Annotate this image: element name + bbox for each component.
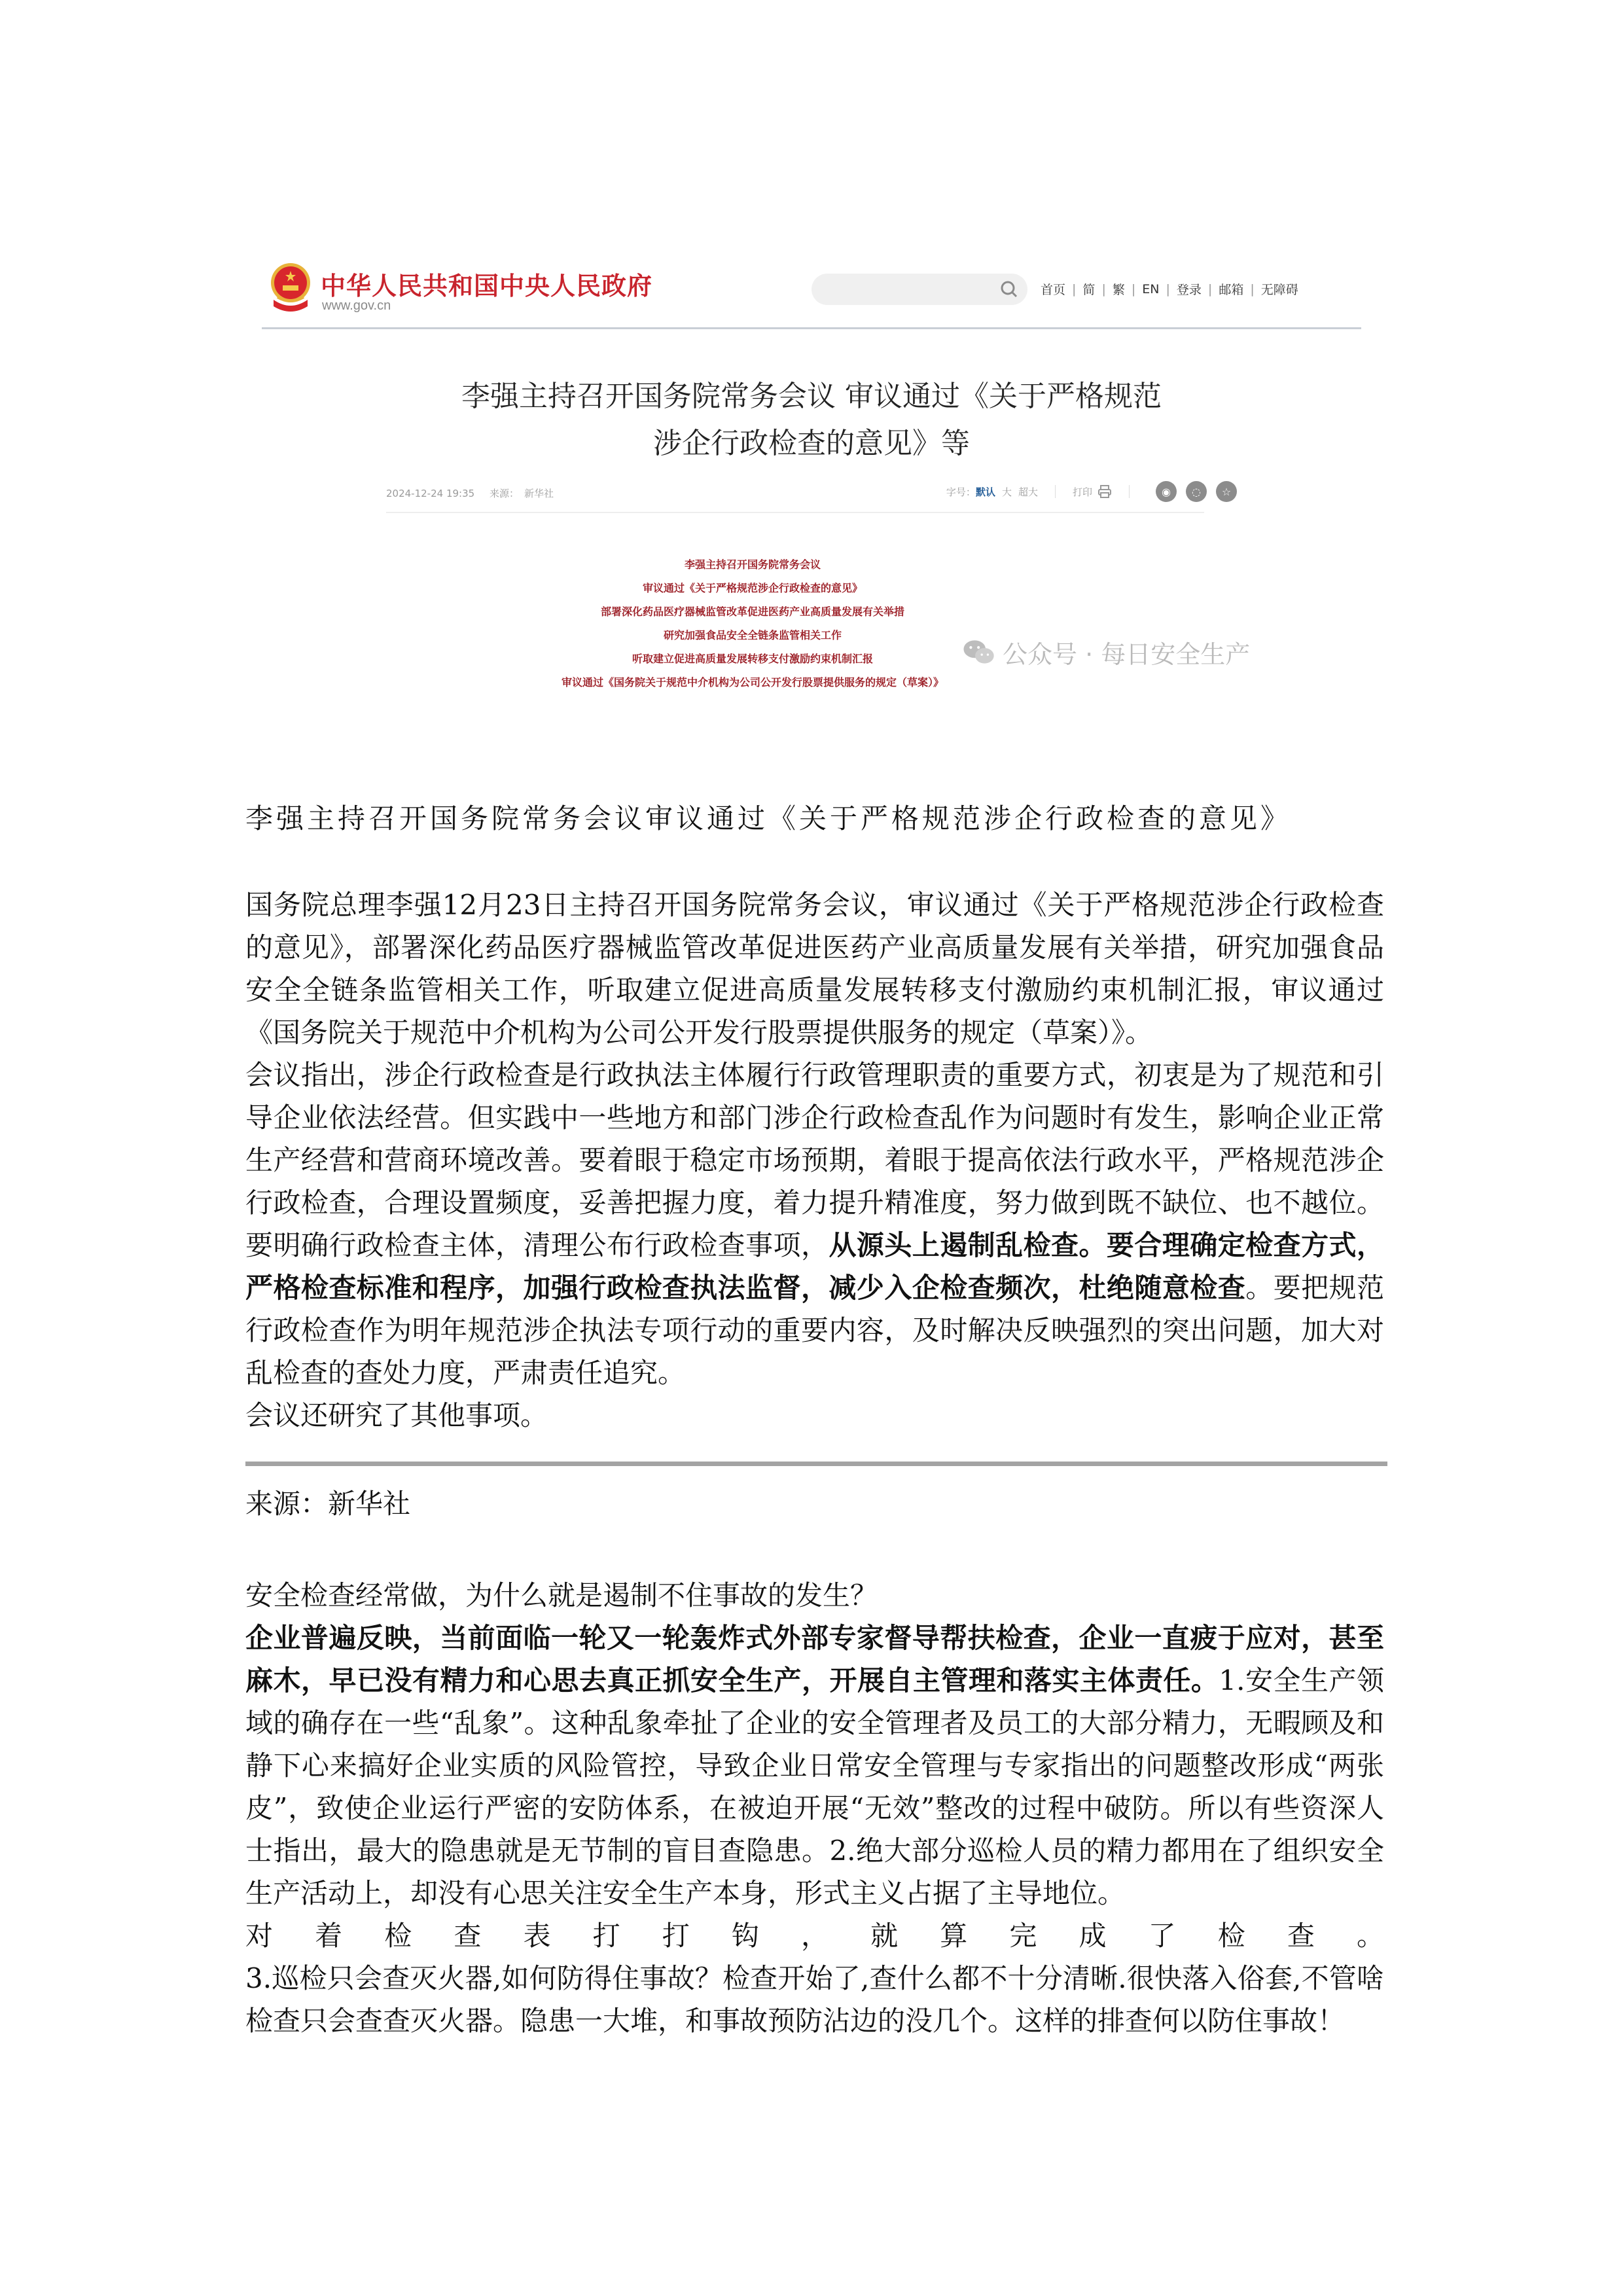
red-headline: 审议通过《国务院关于规范中介机构为公司公开发行股票提供服务的规定（草案）》 (561, 676, 944, 689)
paragraph: 企业普遍反映，当前面临一轮又一轮轰炸式外部专家督导帮扶检查，企业一直疲于应对，甚至麻木，早已没有精力和心思去真正抓安全生产，开展自主管理和落实主体责任。1.安全生产领域的确存在一些“乱象”。这种乱象牵扯了企业的安全管理者及员工的大部分精力，无暇顾及和静下心来搞好企业实质的风险管控，导致企业日常安全管理与专家指出的问题整改形成“两张皮”，致使企业运行严密的安防体系，在被迫开展“无效”整改的过程中破防。所以有些资深人士指出，最大的隐患就是无节制的盲目查隐患。2.绝大部分巡检人员的精力都用在了组织安全生产活动上，却没有心思关注安全生产本身，形式主义占据了主导地位。 对着检查表打打钩，就算完成了检查。 3.巡检只会查灭火器,如何防得住事故？检查开始了,查什么都不十分清晰.很快落入俗套,不管啥检查只会查查灭火器。隐患一大堆，和事故预防沾边的没几个。这样的排查何以防住事故！ (245, 1622, 1384, 2037)
font-size-default[interactable]: 默认 (975, 486, 995, 498)
red-headline: 部署深化药品医疗器械监管改革促进医药产业高质量发展有关举措 (600, 605, 904, 618)
nav-accessibility[interactable]: 无障碍 (1260, 283, 1298, 297)
top-nav (1041, 280, 1298, 298)
nav-simplified[interactable]: 简 (1082, 283, 1096, 297)
article2-title: 安全检查经常做，为什么就是遏制不住事故的发生？ (245, 1579, 878, 1611)
national-emblem-icon (268, 260, 313, 314)
site-url[interactable]: www.gov.cn (322, 298, 391, 313)
red-headline: 李强主持召开国务院常务会议 (684, 558, 821, 571)
article-body (245, 884, 1384, 1437)
meta-separator (1129, 485, 1130, 498)
nav-english[interactable]: EN (1142, 281, 1160, 296)
nav-separator: | (1207, 281, 1213, 296)
red-headline: 审议通过《关于严格规范涉企行政检查的意见》 (642, 582, 863, 594)
weibo-icon[interactable]: ◉ (1156, 481, 1177, 502)
wechat-icon[interactable]: ◌ (1186, 481, 1207, 502)
printer-icon[interactable] (1097, 484, 1112, 499)
watermark-text: 公众号 · 每日安全生产 (1003, 639, 1251, 669)
nav-separator: | (1101, 281, 1106, 296)
site-name[interactable]: 中华人民共和国中央人民政府 (321, 272, 653, 300)
header-divider (262, 327, 1361, 329)
nav-separator: | (1131, 281, 1136, 296)
bold-intro: 企业普遍反映，当前面临一轮又一轮轰炸式外部专家督导帮扶检查，企业一直疲于应对，甚至麻木，早已没有精力和心思去真正抓安全生产，开展自主管理和落实主体责任。 (245, 1622, 1384, 1696)
nav-home[interactable]: 首页 (1041, 283, 1066, 297)
meta-divider (386, 512, 1204, 513)
nav-separator: | (1072, 281, 1077, 296)
nav-separator: | (1250, 281, 1255, 296)
red-headline-image (255, 553, 1250, 694)
paragraph: 会议指出，涉企行政检查是行政执法主体履行行政管理职责的重要方式，初衷是为了规范和引导企业依法经营。但实践中一些地方和部门涉企行政检查乱作为问题时有发生，影响企业正常生产经营和营商环境改善。要着眼于稳定市场预期，着眼于提高依法行政水平，严格规范涉企行政检查，合理设置频度，妥善把握力度，着力提升精准度，努力做到既不缺位、也不越位。要明确行政检查主体，清理公布行政检查事项，从源头上遏制乱检查。要合理确定检查方式，严格检查标准和程序，加强行政检查执法监督，减少入企检查频次，杜绝随意检查。要把规范行政检查作为明年规范涉企执法专项行动的重要内容，及时解决反映强烈的突出问题，加大对乱检查的查处力度，严肃责任追究。 (245, 1059, 1384, 1389)
nav-separator: | (1166, 281, 1170, 296)
spaced-line: 对着检查表打打钩，就算完成了检查。 (245, 1920, 1384, 1952)
search-input[interactable] (812, 274, 1027, 305)
meta-separator (1055, 485, 1056, 498)
nav-mail[interactable]: 邮箱 (1219, 283, 1244, 297)
search-icon[interactable] (1000, 280, 1018, 298)
font-size-xlarge[interactable]: 超大 (1018, 486, 1038, 498)
font-size-label: 字号： (946, 486, 976, 498)
article-meta (386, 481, 1237, 507)
embedded-screenshot (255, 236, 1368, 733)
article2 (245, 1574, 1384, 2042)
source-label: 来源： 新华社 (489, 488, 554, 499)
paragraph: 会议还研究了其他事项。 (245, 1399, 548, 1431)
print-button[interactable]: 打印 (1072, 486, 1092, 498)
nav-login[interactable]: 登录 (1176, 283, 1202, 297)
gov-article-title (255, 373, 1368, 467)
paragraph: 国务院总理李强12月23日主持召开国务院常务会议，审议通过《关于严格规范涉企行政检查的意见》，部署深化药品医疗器械监管改革促进医药产业高质量发展有关举措，研究加强食品安全全链条监管相关工作，听取建立促进高质量发展转移支付激励约束机制汇报，审议通过《国务院关于规范中介机构为公司公开发行股票提供服务的规定（草案）》。 (245, 889, 1384, 1049)
favorite-icon[interactable]: ☆ (1216, 481, 1237, 502)
nav-traditional[interactable]: 繁 (1112, 283, 1125, 297)
source-line: 来源：新华社 (245, 1488, 411, 1520)
red-headline: 听取建立促进高质量发展转移支付激励约束机制汇报 (632, 653, 873, 665)
publish-date: 2024-12-24 19:35 (386, 488, 475, 499)
gov-site-header (268, 255, 1355, 321)
font-size-large[interactable]: 大 (1001, 486, 1012, 498)
red-headline: 研究加强食品安全全链条监管相关工作 (663, 629, 842, 641)
article-heading: 李强主持召开国务院常务会议审议通过《关于严格规范涉企行政检查的意见》 (245, 802, 1292, 834)
gov-title-line-1: 李强主持召开国务院常务会议 审议通过《关于严格规范 (461, 380, 1162, 413)
section-divider (245, 1462, 1387, 1466)
gov-title-line-2: 涉企行政检查的意见》等 (653, 427, 970, 460)
bold-emphasis: 从源头上遏制乱检查。要合理确定检查方式，严格检查标准和程序，加强行政检查执法监督，减少入企检查频次，杜绝随意检查 (245, 1229, 1384, 1304)
